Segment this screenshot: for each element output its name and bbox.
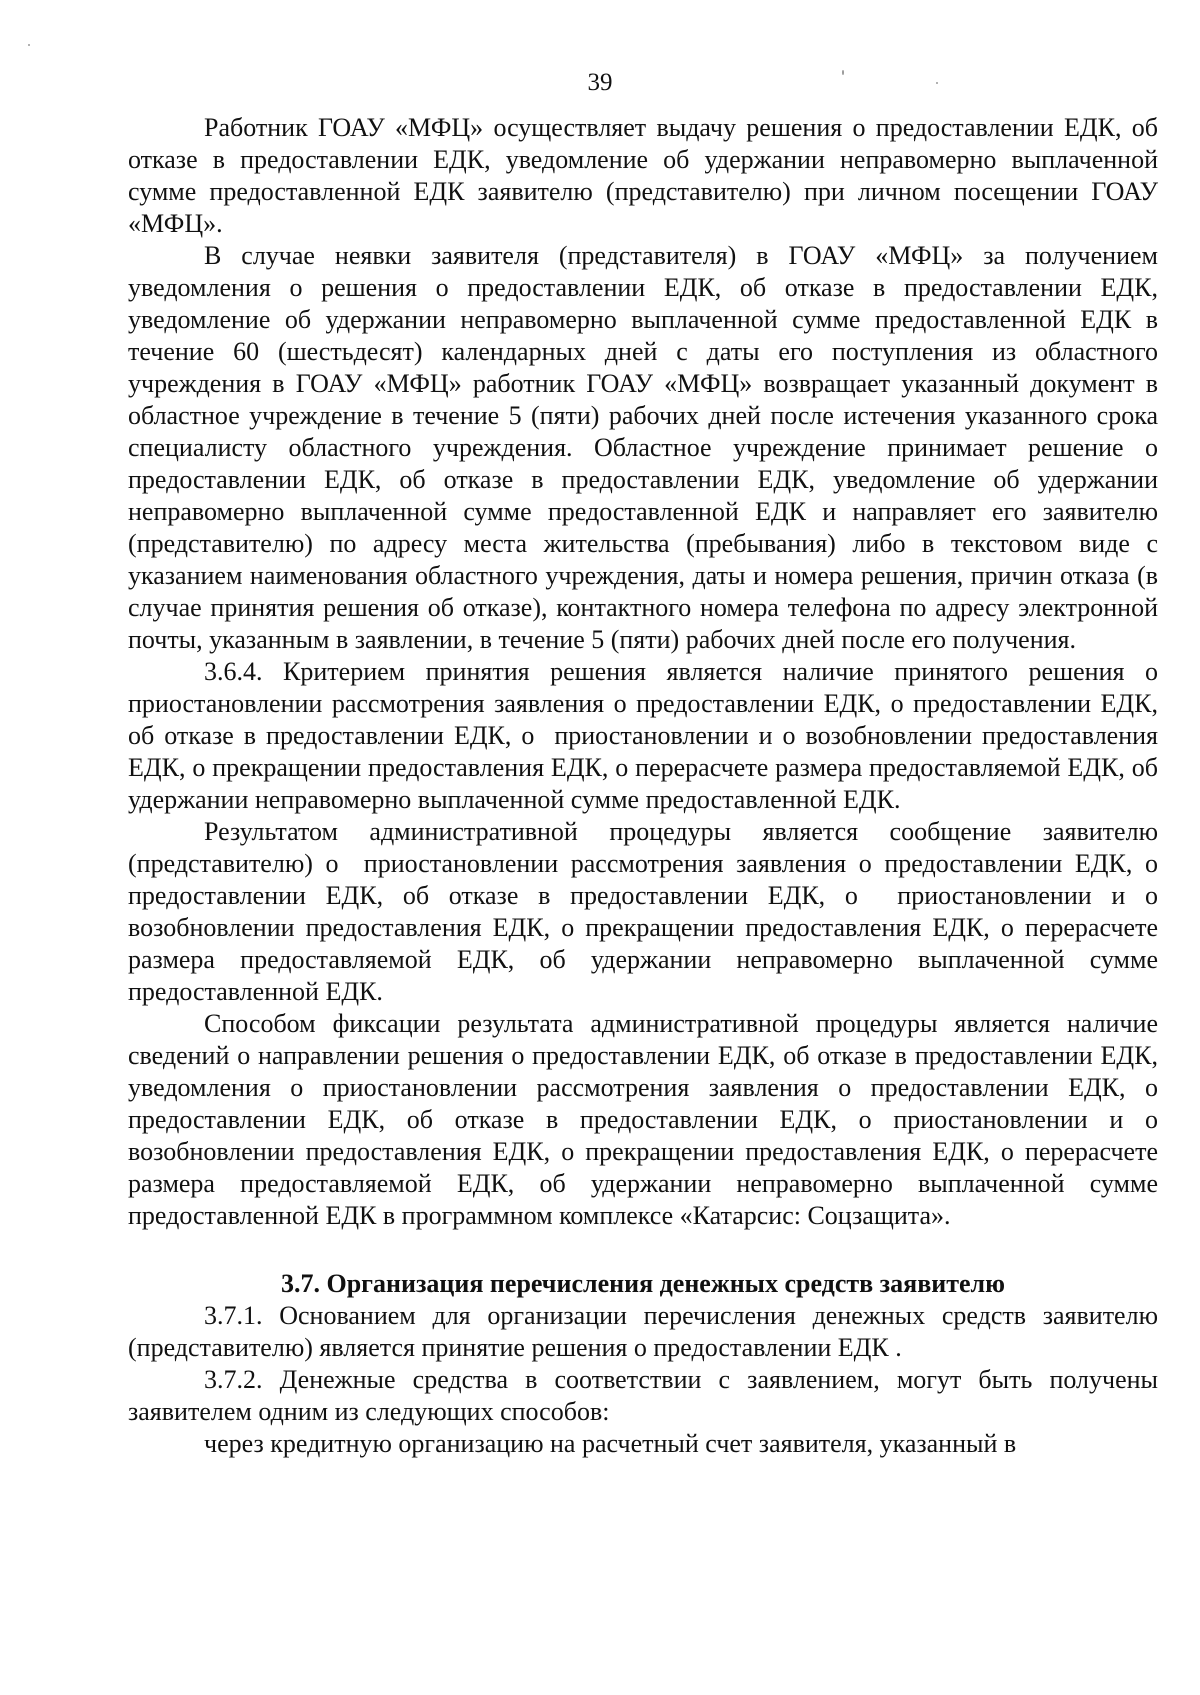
paragraph-bank-transfer: через кредитную организацию на расчетный счет заявителя, указанный в — [204, 1429, 1017, 1458]
paragraph-3-7-2: 3.7.2. Денежные средства в соответствии с заявлением, могут быть получены заявителем одним из следующих способов: — [128, 1365, 1165, 1426]
paragraph-3-7-1: 3.7.1. Основанием для организации перечисления денежных средств заявителю (представителю) является принятие решения о предоставлении ЕДК . — [128, 1301, 1165, 1362]
section-heading-3-7: 3.7. Организация перечисления денежных средств заявителю — [281, 1269, 1005, 1298]
paragraph-criterion-3-6-4: 3.6.4. Критерием принятия решения является наличие принятого решения о приостановлении рассмотрения заявления о предоставлении ЕДК, о предоставлении ЕДК, об отказе в предоставлении ЕДК, о приостановлении и о возобновлении предоставления ЕДК, о прекращении предоставления ЕДК, о перерасчете размера предоставляемой ЕДК, об удержании неправомерно выплаченной сумме предоставленной ЕДК. — [128, 657, 1165, 814]
scan-speck — [936, 82, 938, 84]
paragraph-procedure-result: Результатом административной процедуры является сообщение заявителю (представителю) о приостановлении рассмотрения заявления о предоставлении ЕДК, о предоставлении ЕДК, об отказе в предоставлении ЕДК, о приостановлении и о возобновлении предоставления ЕДК, о прекращении предоставления ЕДК, о перерасчете размера предоставляемой ЕДК, об удержании неправомерно выплаченной сумме предоставленной ЕДК. — [128, 817, 1165, 1006]
paragraph-non-appearance: В случае неявки заявителя (представителя) в ГОАУ «МФЦ» за получением уведомления о решения о предоставлении ЕДК, об отказе в предоставлении ЕДК, уведомление об удержании неправомерно выплаченной сумме предоставленной ЕДК в течение 60 (шестьдесят) календарных дней с даты его поступления из областного учреждения в ГОАУ «МФЦ» работник ГОАУ «МФЦ» возвращает указанный документ в областное учреждение в течение 5 (пяти) рабочих дней после истечения указанного срока специалисту областного учреждения. Областное учреждение принимает решение о предоставлении ЕДК, об отказе в предоставлении ЕДК, уведомление об удержании неправомерно выплаченной сумме предоставленной ЕДК и направляет его заявителю (представителю) по адресу места жительства (пребывания) либо в текстовом виде с указанием наименования областного учреждения, даты и номера решения, причин отказа (в случае принятия решения об отказе), контактного номера телефона по адресу электронной почты, указанным в заявлении, в течение 5 (пяти) рабочих дней после его получения. — [128, 241, 1165, 654]
scan-speck — [28, 44, 30, 46]
scan-speck — [842, 70, 844, 75]
document-body — [128, 112, 1171, 1460]
page-number: 39 — [587, 69, 613, 96]
paragraph-issuance: Работник ГОАУ «МФЦ» осуществляет выдачу решения о предоставлении ЕДК, об отказе в предоставлении ЕДК, уведомление об удержании неправомерно выплаченной сумме предоставленной ЕДК заявителю (представителю) при личном посещении ГОАУ «МФЦ». — [128, 113, 1165, 238]
paragraph-result-recording: Способом фиксации результата административной процедуры является наличие сведений о направлении решения о предоставлении ЕДК, об отказе в предоставлении ЕДК, уведомления о приостановлении рассмотрения заявления о предоставлении ЕДК, о предоставлении ЕДК, об отказе в предоставлении ЕДК, о приостановлении и о возобновлении предоставления ЕДК, о прекращении предоставления ЕДК, о перерасчете размера предоставляемой ЕДК, об удержании неправомерно выплаченной сумме предоставленной ЕДК в программном комплексе «Катарсис: Соцзащита». — [128, 1009, 1171, 1230]
